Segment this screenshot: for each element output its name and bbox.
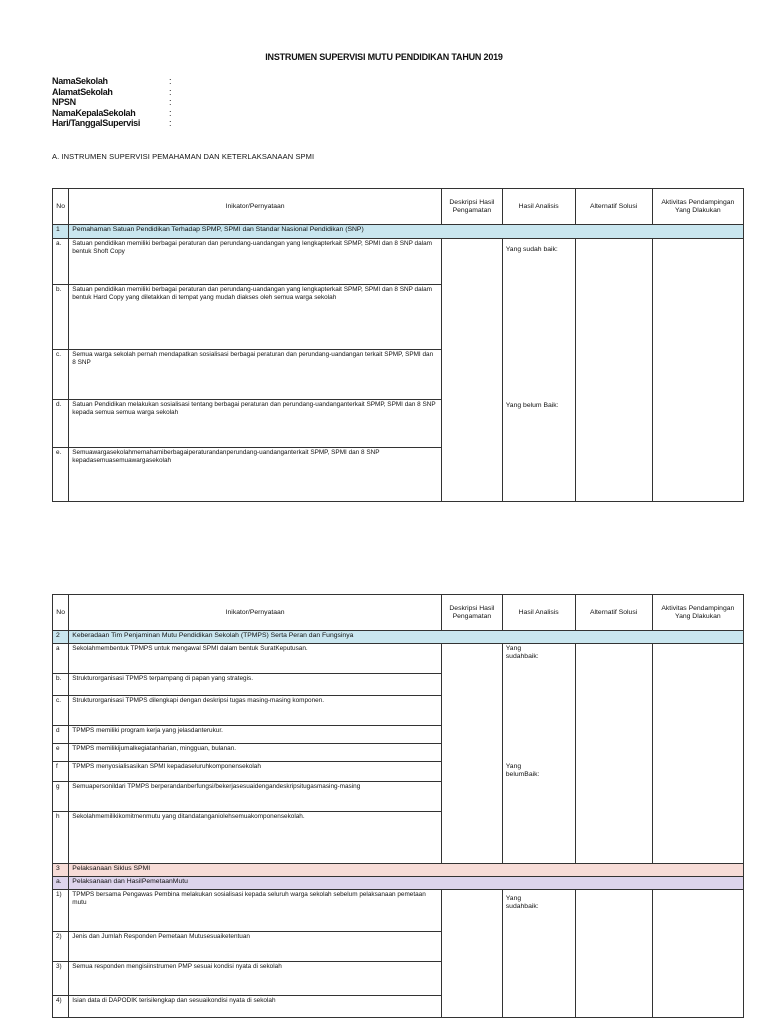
row-text: Isian data di DAPODIK terisilengkap dan sesuaikondisi nyata di sekolah (69, 996, 442, 1018)
identity-row (52, 76, 179, 87)
row-no: b. (53, 674, 69, 696)
analisis-bad-label: Yang belumBaik: (505, 763, 540, 778)
analisis-good-label: Yang sudahbaik: (505, 645, 539, 660)
analisis-good-label: Yang sudah baik: (505, 246, 558, 253)
aktivitas-cell[interactable] (652, 239, 743, 502)
identity-row (52, 87, 179, 98)
identity-label: NamaSekolah (52, 76, 108, 86)
row-no: f (53, 762, 69, 782)
row-no: 3) (53, 962, 69, 996)
supervision-table-1 (52, 188, 744, 502)
identity-row (52, 108, 179, 119)
analisis-good-label: Yang sudahbaik: (505, 895, 539, 910)
subsection-no: a. (53, 877, 69, 890)
row-text: Semua responden mengisiinstrumen PMP sesuai kondisi nyata di sekolah (69, 962, 442, 996)
section-title: Pemahaman Satuan Pendidikan Terhadap SPMP, SPMI dan Standar Nasional Pendidikan (SNP) (69, 225, 744, 239)
header-indikator: Inikator/Pernyataan (69, 595, 442, 631)
hasil-analisis-cell[interactable] (502, 890, 575, 1018)
header-deskripsi: Deskripsi Hasil Pengamatan (441, 189, 502, 225)
row-text: Sekolahmembentuk TPMPS untuk mengawal SPMI dalam bentuk SuratKeputusan. (69, 644, 442, 674)
row-text: TPMPS memilikijumalkegiatanharian, mingguan, bulanan. (69, 744, 442, 762)
section-row (53, 864, 744, 877)
row-text: Satuan pendidikan memiliki berbagai peraturan dan perundang-uandangan yang lengkapterkait SPMP, SPMI dan 8 SNP dalam bentuk Shoft Copy (69, 239, 442, 285)
identity-row (52, 97, 179, 108)
aktivitas-cell[interactable] (652, 890, 743, 1018)
identity-colon: : (169, 118, 172, 129)
identity-label: NPSN (52, 97, 76, 108)
identity-row (52, 118, 179, 129)
row-text: Strukturorganisasi TPMPS dilengkapi dengan deskripsi tugas masing-masing komponen. (69, 696, 442, 726)
section-row (53, 631, 744, 644)
header-deskripsi: Deskripsi Hasil Pengamatan (441, 595, 502, 631)
row-no: c. (53, 696, 69, 726)
table-row (53, 890, 744, 932)
section-title: Keberadaan Tim Penjaminan Mutu Pendidikan Sekolah (TPMPS) Serta Peran dan Fungsinya (69, 631, 744, 644)
table-row (53, 239, 744, 285)
header-indikator: Inikator/Pernyataan (69, 189, 442, 225)
row-text: Strukturorganisasi TPMPS terpampang di papan yang strategis. (69, 674, 442, 696)
hasil-analisis-cell[interactable] (502, 644, 575, 864)
row-text: Jenis dan Jumlah Responden Pemetaan Mutusesuaiketentuan (69, 932, 442, 962)
deskripsi-cell[interactable] (441, 890, 502, 1018)
row-no: h (53, 812, 69, 864)
header-alternatif: Alternatif Solusi (575, 595, 652, 631)
row-no: e. (53, 448, 69, 502)
section-a-title: A. INSTRUMEN SUPERVISI PEMAHAMAN DAN KETERLAKSANAAN SPMI (52, 152, 315, 161)
row-no: e (53, 744, 69, 762)
row-no: b. (53, 285, 69, 350)
deskripsi-cell[interactable] (441, 239, 502, 502)
row-text: TPMPS bersama Pengawas Pembina melakukan sosialisasi kepada seluruh warga sekolah sebelum pelaksanaan pemetaan mutu (69, 890, 442, 932)
header-aktivitas: Aktivitas Pendampingan Yang Dlakukan (652, 595, 743, 631)
header-alternatif: Alternatif Solusi (575, 189, 652, 225)
identity-label: NamaKepalaSekolah (52, 107, 136, 118)
identity-fields (52, 76, 179, 129)
header-aktivitas: Aktivitas Pendampingan Yang Dlakukan (652, 189, 743, 225)
table-header-row (53, 189, 744, 225)
subsection-title: Pelaksanaan dan HasilPemetaanMutu (69, 877, 744, 890)
row-text: Semuawargasekolahmemahamiberbagaiperaturandanperundang-uandanganterkait SPMP, SPMI dan 8 SNP kepadasemuasemuawargasekolah (69, 448, 442, 502)
row-no: d. (53, 400, 69, 448)
alternatif-cell[interactable] (575, 239, 652, 502)
row-no: c. (53, 350, 69, 400)
row-text: Satuan Pendidikan melakukan sosialisasi tentang berbagai peraturan dan perundang-uandanganterkait SPMP, SPMI dan 8 SNP kepada semua semua warga sekolah (69, 400, 442, 448)
section-no: 3 (53, 864, 69, 877)
row-text: TPMPS memiliki program kerja yang jelasdanterukur. (69, 726, 442, 744)
header-no: No (53, 595, 69, 631)
header-no: No (53, 189, 69, 225)
identity-colon: : (169, 76, 172, 86)
row-no: g (53, 782, 69, 812)
row-no: d (53, 726, 69, 744)
header-hasil: Hasil Analisis (502, 595, 575, 631)
section-no: 1 (53, 225, 69, 239)
table-header-row (53, 595, 744, 631)
header-hasil: Hasil Analisis (502, 189, 575, 225)
table-row (53, 644, 744, 674)
alternatif-cell[interactable] (575, 890, 652, 1018)
section-no: 2 (53, 631, 69, 644)
identity-colon: : (169, 86, 172, 97)
row-no: 2) (53, 932, 69, 962)
row-text: TPMPS menyosialisasikan SPMI kepadaseluruhkomponensekolah (69, 762, 442, 782)
supervision-table-2 (52, 594, 744, 1018)
row-text: Semua warga sekolah pernah mendapatkan sosialisasi berbagai peraturan dan perundang-uandangan terkait SPMP, SPMI dan 8 SNP (69, 350, 442, 400)
row-no: 1) (53, 890, 69, 932)
subsection-row (53, 877, 744, 890)
row-text: Sekolahmemilikikomitmenmutu yang ditandatanganiolehsemuakomponensekolah. (69, 812, 442, 864)
row-text: Satuan pendidikan memiliki berbagai peraturan dan perundang-uandangan yang lengkapterkait SPMP, SPMI dan 8 SNP dalam bentuk Hard Copy yang diletakkan di tempat yang mudah diakses oleh semua warga sekolah (69, 285, 442, 350)
identity-colon: : (169, 97, 172, 108)
document-title: INSTRUMEN SUPERVISI MUTU PENDIDIKAN TAHUN 2019 (265, 52, 503, 62)
row-no: a (53, 644, 69, 674)
row-no: a. (53, 239, 69, 285)
row-text: Semuapersonildari TPMPS berperandanberfungsi/bekerjasesuaidengandeskripsitugasmasing-masing (69, 782, 442, 812)
hasil-analisis-cell[interactable] (502, 239, 575, 502)
analisis-bad-label: Yang belum Baik: (505, 402, 559, 409)
identity-label: Hari/TanggalSupervisi (52, 118, 141, 129)
deskripsi-cell[interactable] (441, 644, 502, 864)
row-no: 4) (53, 996, 69, 1018)
section-row (53, 225, 744, 239)
alternatif-cell[interactable] (575, 644, 652, 864)
section-title: Pelaksanaan Siklus SPMI (69, 864, 744, 877)
identity-label: AlamatSekolah (52, 86, 113, 97)
aktivitas-cell[interactable] (652, 644, 743, 864)
identity-colon: : (169, 107, 172, 118)
